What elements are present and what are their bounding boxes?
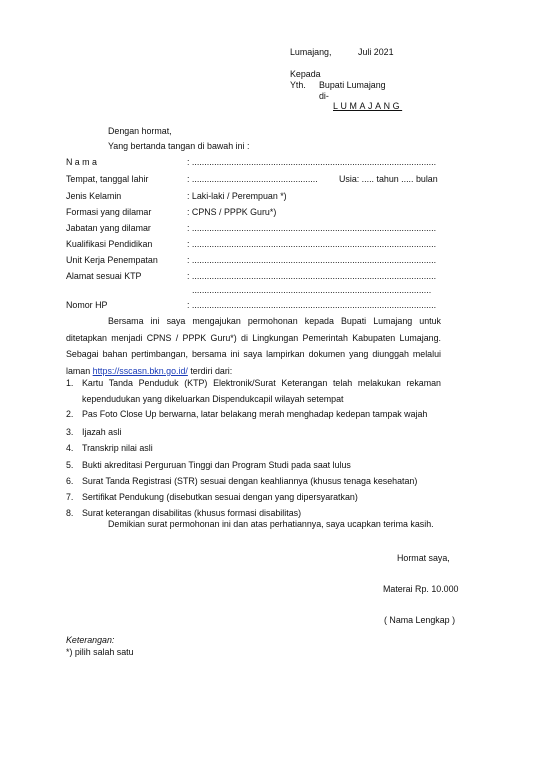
field-label-nomor-hp: Nomor HP bbox=[66, 300, 108, 310]
field-label-nama: Nama bbox=[66, 157, 100, 167]
list-text: Surat keterangan disabilitas (khusus formasi disabilitas) bbox=[82, 508, 302, 518]
list-text: Transkrip nilai asli bbox=[82, 443, 153, 453]
di-label: di- bbox=[319, 91, 329, 101]
field-label-jenis-kelamin: Jenis Kelamin bbox=[66, 191, 122, 201]
field-value-nomor-hp: : ................................................................................................... bbox=[187, 300, 437, 310]
field-value-jabatan: : ................................................................................................... bbox=[187, 223, 437, 233]
list-item bbox=[66, 473, 441, 489]
list-text: Pas Foto Close Up berwarna, latar belakang merah menghadap kedepan tampak wajah bbox=[82, 409, 428, 419]
field-label-formasi: Formasi yang dilamar bbox=[66, 207, 152, 217]
date-text: Juli 2021 bbox=[358, 47, 394, 57]
list-number: 6. bbox=[66, 476, 74, 486]
field-value-kualifikasi: : ................................................................................................... bbox=[187, 239, 437, 249]
list-number: 1. bbox=[66, 378, 74, 388]
field-label-alamat: Alamat sesuai KTP bbox=[66, 271, 142, 281]
list-number: 5. bbox=[66, 460, 74, 470]
regards: Hormat saya, bbox=[397, 553, 450, 563]
list-text: Surat Tanda Registrasi (STR) sesuai dengan keahliannya (khusus tenaga kesehatan) bbox=[82, 476, 418, 486]
body-paragraph-text: Bersama ini saya mengajukan permohonan kepada Bupati Lumajang untuk ditetapkan menjadi CPNS / PPPK Guru*) di Lingkungan Pemerintah Kabupaten Lumajang. Sebagai bahan pertimbangan, bersama ini saya lampirkan dokumen yang diunggah melalui laman bbox=[66, 316, 441, 376]
list-text: Kartu Tanda Penduduk (KTP) Elektronik/Surat Keterangan telah melakukan rekaman kependudukan yang dikeluarkan Dispendukcapil wilayah setempat bbox=[82, 378, 441, 404]
field-value-tempat-lahir: : ................................................... bbox=[187, 174, 318, 184]
usia-text: Usia: ..... tahun ..... bulan bbox=[339, 174, 438, 184]
greeting: Dengan hormat, bbox=[108, 126, 172, 136]
list-item bbox=[66, 457, 441, 473]
field-label-kualifikasi: Kualifikasi Pendidikan bbox=[66, 239, 153, 249]
field-value-formasi: : CPNS / PPPK Guru*) bbox=[187, 207, 277, 217]
sscasn-link[interactable]: https://sscasn.bkn.go.id/ bbox=[92, 365, 188, 376]
recipient-name: Bupati Lumajang bbox=[319, 80, 386, 90]
list-number: 4. bbox=[66, 443, 74, 453]
list-item bbox=[66, 424, 441, 440]
kepada-label: Kepada bbox=[290, 69, 321, 79]
list-text: Ijazah asli bbox=[82, 427, 122, 437]
list-number: 3. bbox=[66, 427, 74, 437]
place-text: Lumajang, bbox=[290, 47, 332, 57]
field-value-jenis-kelamin: : Laki-laki / Perempuan *) bbox=[187, 191, 287, 201]
materai: Materai Rp. 10.000 bbox=[383, 584, 459, 594]
note-text: *) pilih salah satu bbox=[66, 647, 134, 657]
list-item bbox=[66, 440, 441, 456]
list-number: 7. bbox=[66, 492, 74, 502]
note-title: Keterangan: bbox=[66, 635, 115, 645]
body-paragraph bbox=[66, 313, 441, 379]
list-item bbox=[66, 406, 441, 422]
list-text: Bukti akreditasi Perguruan Tinggi dan Program Studi pada saat lulus bbox=[82, 460, 351, 470]
list-item bbox=[66, 489, 441, 505]
city-name: LUMAJANG bbox=[333, 101, 403, 111]
closing-sentence: Demikian surat permohonan ini dan atas perhatiannya, saya ucapkan terima kasih. bbox=[108, 519, 434, 529]
field-value-alamat-line2: ................................................................................................. bbox=[192, 285, 432, 295]
field-label-unit-kerja: Unit Kerja Penempatan bbox=[66, 255, 158, 265]
list-item bbox=[66, 375, 441, 407]
field-value-nama: : ................................................................................................... bbox=[187, 157, 437, 167]
list-number: 2. bbox=[66, 409, 74, 419]
field-value-alamat: : ................................................................................................... bbox=[187, 271, 437, 281]
place-date bbox=[290, 47, 394, 57]
field-label-jabatan: Jabatan yang dilamar bbox=[66, 223, 151, 233]
list-text: Sertifikat Pendukung (disebutkan sesuai dengan yang dipersyaratkan) bbox=[82, 492, 358, 502]
intro-line: Yang bertanda tangan di bawah ini : bbox=[108, 141, 250, 151]
field-value-unit-kerja: : ................................................................................................... bbox=[187, 255, 437, 265]
list-number: 8. bbox=[66, 508, 74, 518]
signer-name: ( Nama Lengkap ) bbox=[384, 615, 456, 625]
body-paragraph-tail: terdiri dari: bbox=[187, 365, 233, 376]
field-label-tempat-lahir: Tempat, tanggal lahir bbox=[66, 174, 149, 184]
yth-label: Yth. bbox=[290, 80, 306, 90]
